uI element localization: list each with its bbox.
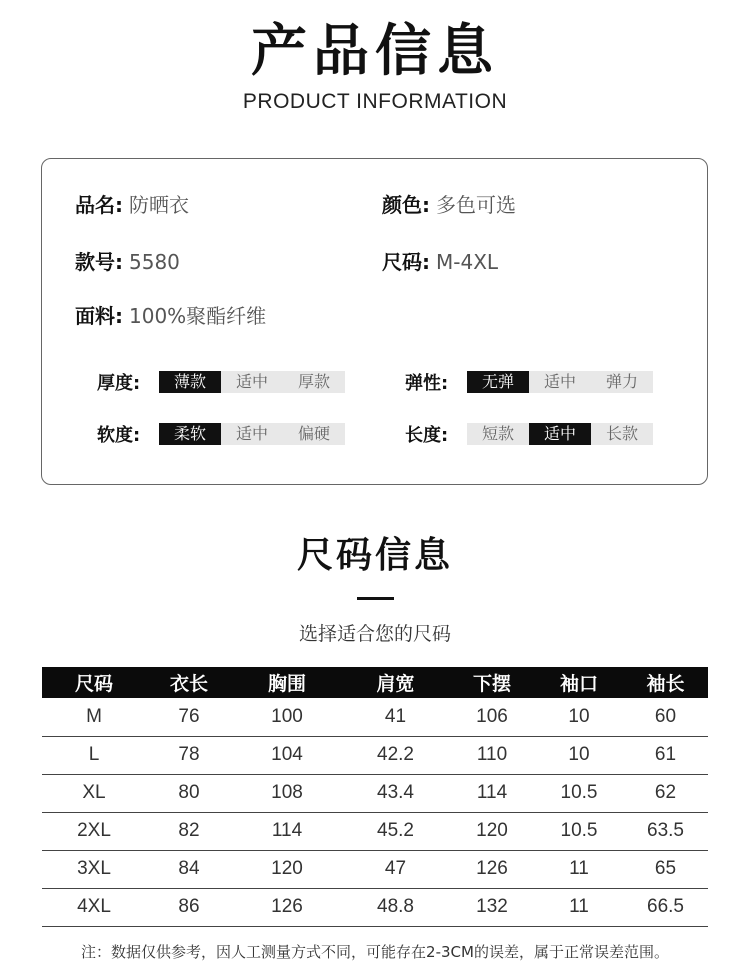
table-cell: 3XL xyxy=(42,850,146,888)
table-cell: 10 xyxy=(535,736,623,774)
info-style xyxy=(75,248,180,276)
table-cell: 47 xyxy=(342,850,449,888)
attr-thickness-label: 厚度: xyxy=(97,373,141,394)
attr-elasticity-options xyxy=(467,371,653,393)
table-cell: 48.8 xyxy=(342,888,449,926)
table-cell: 126 xyxy=(232,888,342,926)
table-cell: 63.5 xyxy=(623,812,708,850)
table-cell: 65 xyxy=(623,850,708,888)
page-title: 产品信息 xyxy=(251,19,499,84)
table-cell: 10 xyxy=(535,698,623,736)
table-cell: 42.2 xyxy=(342,736,449,774)
table-cell: 100 xyxy=(232,698,342,736)
table-cell: 80 xyxy=(146,774,232,812)
table-cell: 10.5 xyxy=(535,812,623,850)
table-cell: 126 xyxy=(449,850,535,888)
table-cell: 120 xyxy=(449,812,535,850)
info-color xyxy=(382,191,516,219)
table-cell: 41 xyxy=(342,698,449,736)
table-header-cell: 胸围 xyxy=(232,667,342,698)
table-cell: L xyxy=(42,736,146,774)
table-cell: 106 xyxy=(449,698,535,736)
table-cell: 2XL xyxy=(42,812,146,850)
attr-length-option: 短款 xyxy=(467,423,529,445)
info-name-value: 防晒衣 xyxy=(129,193,189,217)
table-row xyxy=(42,888,708,926)
info-style-label: 款号: xyxy=(75,250,123,274)
info-name xyxy=(75,191,189,219)
info-fabric-label: 面料: xyxy=(75,304,123,328)
info-size-label: 尺码: xyxy=(382,250,430,274)
table-row xyxy=(42,774,708,812)
table-cell: 78 xyxy=(146,736,232,774)
table-cell: 108 xyxy=(232,774,342,812)
attr-softness-option: 偏硬 xyxy=(283,423,345,445)
table-cell: 110 xyxy=(449,736,535,774)
attr-thickness-option: 薄款 xyxy=(159,371,221,393)
section-divider xyxy=(357,597,394,600)
attr-length-option: 适中 xyxy=(529,423,591,445)
info-color-value: 多色可选 xyxy=(436,193,516,217)
table-cell: 11 xyxy=(535,888,623,926)
table-header-row xyxy=(42,667,708,698)
measurement-note: 注：数据仅供参考，因人工测量方式不同，可能存在2-3CM的误差，属于正常误差范围。 xyxy=(81,943,669,961)
attr-elasticity-option: 适中 xyxy=(529,371,591,393)
table-cell: 114 xyxy=(232,812,342,850)
product-info-card xyxy=(41,158,708,485)
attr-length xyxy=(405,423,653,445)
table-cell: 66.5 xyxy=(623,888,708,926)
table-cell: 60 xyxy=(623,698,708,736)
info-size-value: M-4XL xyxy=(436,250,499,274)
table-row xyxy=(42,850,708,888)
table-cell: 120 xyxy=(232,850,342,888)
table-cell: 11 xyxy=(535,850,623,888)
attr-length-label: 长度: xyxy=(405,425,449,446)
attr-thickness-options xyxy=(159,371,345,393)
attr-elasticity-option: 无弹 xyxy=(467,371,529,393)
attr-length-options xyxy=(467,423,653,445)
info-size xyxy=(382,248,498,276)
attr-thickness xyxy=(97,371,345,393)
table-cell: 76 xyxy=(146,698,232,736)
table-header-cell: 尺码 xyxy=(42,667,146,698)
size-section-subtitle: 选择适合您的尺码 xyxy=(298,623,451,645)
table-cell: 4XL xyxy=(42,888,146,926)
table-cell: 62 xyxy=(623,774,708,812)
table-cell: 86 xyxy=(146,888,232,926)
table-cell: 45.2 xyxy=(342,812,449,850)
page-subtitle-en: PRODUCT INFORMATION xyxy=(242,90,508,113)
table-cell: M xyxy=(42,698,146,736)
attr-thickness-option: 适中 xyxy=(221,371,283,393)
attr-softness xyxy=(97,423,345,445)
table-cell: 43.4 xyxy=(342,774,449,812)
table-header-cell: 肩宽 xyxy=(342,667,449,698)
attr-softness-option: 柔软 xyxy=(159,423,221,445)
table-row xyxy=(42,698,708,736)
table-cell: 84 xyxy=(146,850,232,888)
attr-elasticity-label: 弹性: xyxy=(405,373,449,394)
table-cell: 82 xyxy=(146,812,232,850)
table-header-cell: 衣长 xyxy=(146,667,232,698)
table-cell: 104 xyxy=(232,736,342,774)
attr-thickness-option: 厚款 xyxy=(283,371,345,393)
table-cell: 10.5 xyxy=(535,774,623,812)
table-cell: XL xyxy=(42,774,146,812)
size-chart-table xyxy=(42,667,708,927)
table-cell: 132 xyxy=(449,888,535,926)
attr-elasticity xyxy=(405,371,653,393)
size-section-title: 尺码信息 xyxy=(296,535,453,576)
table-header-cell: 下摆 xyxy=(449,667,535,698)
table-cell: 61 xyxy=(623,736,708,774)
attr-softness-option: 适中 xyxy=(221,423,283,445)
table-header-cell: 袖口 xyxy=(535,667,623,698)
attr-softness-label: 软度: xyxy=(97,425,141,446)
attr-elasticity-option: 弹力 xyxy=(591,371,653,393)
info-name-label: 品名: xyxy=(75,193,123,217)
table-cell: 114 xyxy=(449,774,535,812)
table-body xyxy=(42,698,708,926)
info-color-label: 颜色: xyxy=(382,193,430,217)
table-header-cell: 袖长 xyxy=(623,667,708,698)
info-fabric xyxy=(75,302,266,330)
attr-softness-options xyxy=(159,423,345,445)
info-style-value: 5580 xyxy=(129,250,180,274)
table-row xyxy=(42,736,708,774)
attr-length-option: 长款 xyxy=(591,423,653,445)
table-row xyxy=(42,812,708,850)
info-fabric-value: 100%聚酯纤维 xyxy=(129,304,267,328)
